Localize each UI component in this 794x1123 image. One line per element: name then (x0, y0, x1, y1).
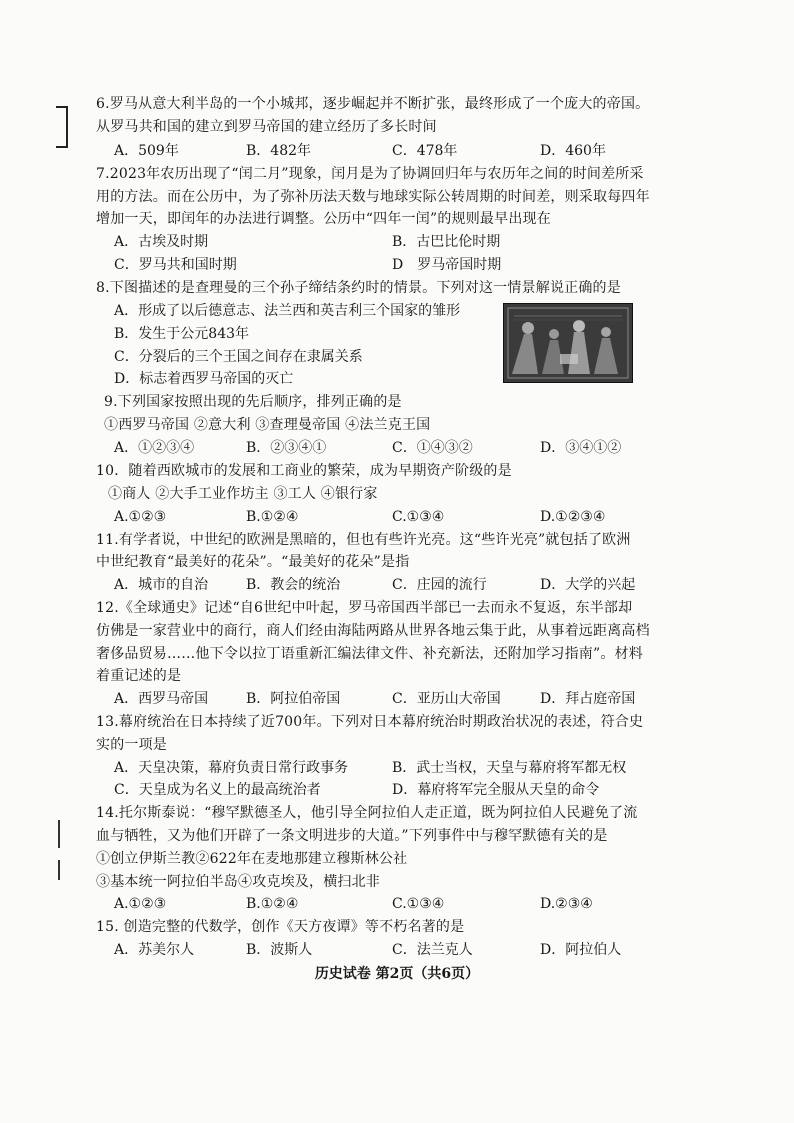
q7-option-d[interactable]: D 罗马帝国时期 (392, 257, 502, 273)
q14-option-c[interactable]: C.①③④ (392, 896, 445, 912)
q14-option-d[interactable]: D.②③④ (540, 896, 593, 912)
q6-option-d[interactable]: D．460年 (540, 143, 606, 159)
q8-option-b[interactable]: B．发生于公元843年 (114, 326, 250, 342)
q11-option-a[interactable]: A．城市的自治 (114, 577, 209, 593)
q12-stem-line-3: 奢侈品贸易……他下令以拉丁语重新汇编法律文件、补充新法，还附加学习指南”。材料 (96, 646, 643, 662)
margin-mark (58, 860, 60, 880)
q13-stem-line-2: 实的一项是 (96, 737, 167, 753)
q6-option-b[interactable]: B．482年 (246, 143, 312, 159)
page-footer: 历史试卷 第2页（共6页） (314, 966, 480, 982)
q13-option-c[interactable]: C．天皇成为名义上的最高统治者 (114, 782, 321, 798)
q8-stem-line-1: 8.下图描述的是查理曼的三个孙子缔结条约时的情景。下列对这一情景解说正确的是 (96, 280, 621, 296)
treaty-illustration (503, 303, 633, 383)
q11-option-d[interactable]: D．大学的兴起 (540, 577, 636, 593)
q11-stem-line-1: 11.有学者说，中世纪的欧洲是黑暗的，但也有些许光亮。这“些许光亮”就包括了欧洲 (96, 532, 631, 548)
q15-option-b[interactable]: B．波斯人 (246, 942, 313, 958)
q10-option-a[interactable]: A.①②③ (114, 509, 167, 525)
q15-option-c[interactable]: C．法兰克人 (392, 942, 473, 958)
q15-option-a[interactable]: A．苏美尔人 (114, 942, 195, 958)
q12-option-d[interactable]: D．拜占庭帝国 (540, 691, 636, 707)
q12-option-b[interactable]: B．阿拉伯帝国 (246, 691, 341, 707)
q7-option-a[interactable]: A．古埃及时期 (114, 234, 209, 250)
q11-option-c[interactable]: C．庄园的流行 (392, 577, 487, 593)
q14-stem-line-3: ①创立伊斯兰教②622年在麦地那建立穆斯林公社 (96, 851, 408, 867)
q6-option-a[interactable]: A．509年 (114, 143, 179, 159)
q14-option-b[interactable]: B.①②④ (246, 896, 299, 912)
q13-option-b[interactable]: B．武士当权，天皇与幕府将军都无权 (392, 760, 627, 776)
binding-bracket (56, 106, 68, 148)
q12-stem-line-1: 12.《全球通史》记述“自6世纪中叶起，罗马帝国西半部已一去而永不复返，东半部却 (96, 600, 633, 616)
q14-stem-line-1: 14.托尔斯泰说：“穆罕默德圣人，他引导全阿拉伯人走正道，既为阿拉伯人民避免了流 (96, 805, 638, 821)
q9-stem-line-2: ①西罗马帝国 ②意大利 ③查理曼帝国 ④法兰克王国 (104, 417, 431, 433)
q10-option-d[interactable]: D.①②③④ (540, 509, 606, 525)
q12-stem-line-2: 仿佛是一家营业中的商行，商人们经由海陆两路从世界各地云集于此，从事着远距离高档 (96, 623, 650, 639)
q15-stem-line-1: 15. 创造完整的代数学，创作《天方夜谭》等不朽名著的是 (96, 919, 465, 935)
q9-option-c[interactable]: C．①④③② (392, 440, 473, 456)
q9-stem-line-1: 9.下列国家按照出现的先后顺序，排列正确的是 (104, 394, 402, 410)
q11-option-b[interactable]: B．教会的统治 (246, 577, 341, 593)
q13-stem-line-1: 13.幕府统治在日本持续了近700年。下列对日本幕府统治时期政治状况的表述，符合史 (96, 714, 644, 730)
q10-stem-line-2: ①商人 ②大手工业作坊主 ③工人 ④银行家 (108, 486, 378, 502)
q9-option-d[interactable]: D．③④①② (540, 440, 622, 456)
q7-option-c[interactable]: C．罗马共和国时期 (114, 257, 237, 273)
treaty-engraving (504, 304, 632, 382)
q14-stem-line-2: 血与牺牲，又为他们开辟了一条文明进步的大道。”下列事件中与穆罕默德有关的是 (96, 828, 608, 844)
q12-stem-line-4: 着重记述的是 (96, 668, 182, 684)
q7-stem-line-1: 7.2023年农历出现了“闰二月”现象，闰月是为了协调回归年与农历年之间的时间差所采 (96, 166, 644, 182)
q7-stem-line-2: 用的方法。而在公历中，为了弥补历法天数与地球实际公转周期的时间差，则采取每四年 (96, 189, 650, 205)
q14-option-a[interactable]: A.①②③ (114, 896, 167, 912)
q8-option-d[interactable]: D．标志着西罗马帝国的灭亡 (114, 371, 294, 387)
q13-option-d[interactable]: D．幕府将军完全服从天皇的命令 (392, 782, 600, 798)
q15-option-d[interactable]: D．阿拉伯人 (540, 942, 622, 958)
margin-mark (58, 820, 60, 848)
q10-option-c[interactable]: C.①③④ (392, 509, 445, 525)
q12-option-c[interactable]: C．亚历山大帝国 (392, 691, 501, 707)
q11-stem-line-2: 中世纪教育“最美好的花朵”。“最美好的花朵”是指 (96, 554, 410, 570)
q10-option-b[interactable]: B.①②④ (246, 509, 299, 525)
q12-option-a[interactable]: A．西罗马帝国 (114, 691, 209, 707)
q8-option-a[interactable]: A．形成了以后德意志、法兰西和英吉利三个国家的雏形 (114, 303, 461, 319)
q9-option-b[interactable]: B．②③④① (246, 440, 327, 456)
q8-option-c[interactable]: C．分裂后的三个王国之间存在隶属关系 (114, 349, 363, 365)
q6-option-c[interactable]: C．478年 (392, 143, 458, 159)
q6-stem-line-1: 6.罗马从意大利半岛的一个小城邦，逐步崛起并不断扩张，最终形成了一个庞大的帝国。 (96, 96, 650, 112)
q7-option-b[interactable]: B．古巴比伦时期 (392, 234, 501, 250)
q10-stem-line-1: 10．随着西欧城市的发展和工商业的繁荣，成为早期资产阶级的是 (96, 463, 512, 479)
q6-stem-line-2: 从罗马共和国的建立到罗马帝国的建立经历了多长时间 (96, 119, 437, 135)
q7-stem-line-3: 增加一天，即闰年的办法进行调整。公历中“四年一闰”的规则最早出现在 (96, 211, 551, 227)
q14-stem-line-4: ③基本统一阿拉伯半岛④攻克埃及，横扫北非 (96, 874, 380, 890)
q9-option-a[interactable]: A．①②③④ (114, 440, 195, 456)
q13-option-a[interactable]: A．天皇决策，幕府负责日常行政事务 (114, 760, 349, 776)
